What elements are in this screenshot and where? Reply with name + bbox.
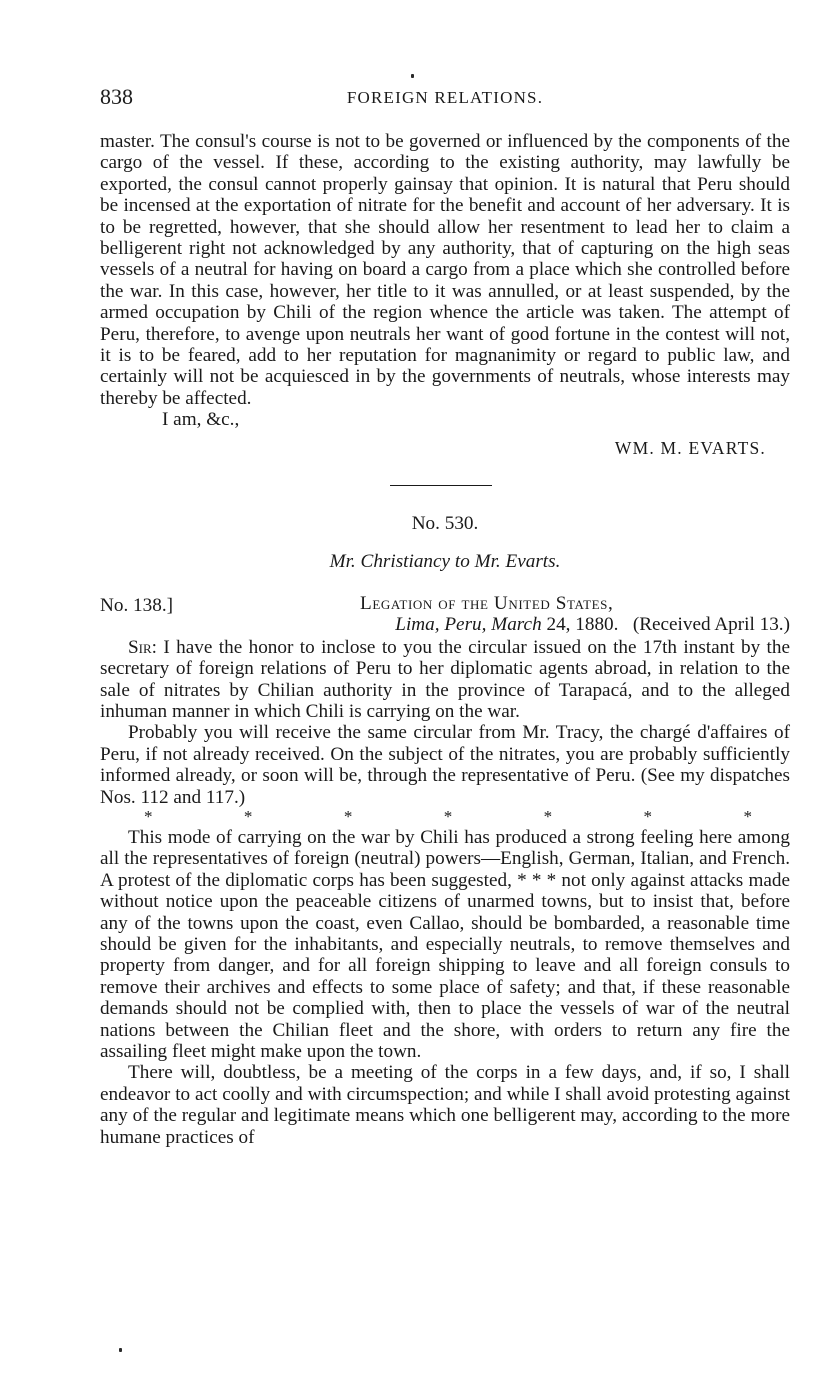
paragraph-1 — [100, 637, 790, 723]
place-date: Lima, Peru, March — [395, 613, 542, 635]
paragraph-4: There will, doubtless, be a meeting of the corps in a few days, and, if so, I shall endeavor to act coolly and with circumspection; and while I shall avoid protesting against any of the regular and legitimate means which one belligerent may, according to the more humane practices of — [100, 1062, 790, 1148]
asterisk: * — [243, 806, 253, 826]
signature: WM. M. EVARTS. — [614, 437, 766, 458]
previous-letter-continuation: master. The consul's course is not to be governed or influenced by the components of the cargo of the vessel. If these, according to the existing authority, may lawfully be exported, the consul cannot properly gainsay that opinion. It is natural that Peru should be incensed at the exportation of nitrate for the benefit and account of her adversary. It is to be regretted, however, that she should allow her resentment to lead her to claim a belligerent right not acknowledged by any authority, that of capturing on the high seas vessels of a neutral for having on board a cargo from a place which she controlled before the war. In this case, however, her title to it was annulled, or at least suspended, by the armed occupation by Chili of the region whence the article was taken. The attempt of Peru, therefore, to avenge upon neutrals her want of good fortune in the contest will not, it is to be feared, add to her reputation for magnanimity or regard to public law, and certainly will not be acquiesced in by the governments of neutrals, whose interests may thereby be affected. — [100, 131, 790, 409]
document-heading: Mr. Christiancy to Mr. Evarts. — [329, 550, 561, 572]
asterisk: * — [443, 806, 453, 826]
page-number: 838 — [100, 84, 133, 109]
document-number: No. 530. — [411, 512, 479, 534]
asterisk: * — [643, 806, 653, 826]
book-page — [100, 84, 790, 1148]
legation-line: Legation of the United States, — [360, 592, 614, 614]
paragraph-3: This mode of carrying on the war by Chili has produced a strong feeling here among all the representatives of foreign (neutral) powers—English, German, Italian, and French. A protest of the diplomatic corps has been suggested, * * * not only against attacks made without notice upon the peaceable citizens of unarmed towns, but to insist that, before any of the towns upon the coast, even Callao, should be bombarded, a reasonable time should be given for the inhabitants, and especially neutrals, to remove themselves and property from danger, and for all foreign shipping to leave and all foreign consuls to remove their archives and effects to some place of safety; and that, if these reasonable demands should not be complied with, then to place the vessels of war of the neutral nations between the Chilian fleet and the shore, with orders to return any fire the assailing fleet might make upon the town. — [100, 826, 790, 1062]
salutation: Sir — [128, 636, 152, 658]
asterisk: * — [543, 806, 553, 826]
paragraph-2: Probably you will receive the same circular from Mr. Tracy, the chargé d'affaires of Peru, if not already received. On the subject of the nitrates, you are probably sufficiently informed already, or soon will be, through the representative of Peru. (See my dispatches Nos. 112 and 117.) — [100, 722, 790, 808]
date-rest: 24, 1880. — [546, 613, 619, 635]
despatch-header — [100, 593, 790, 637]
despatch-number: No. 138.] — [100, 594, 174, 616]
running-head — [100, 84, 790, 114]
print-speck — [119, 1348, 122, 1352]
asterisk: * — [743, 806, 752, 826]
asterisk: * — [144, 806, 153, 826]
section-divider — [390, 485, 492, 486]
running-title: FOREIGN RELATIONS. — [346, 88, 544, 107]
ellipsis-asterisks — [100, 806, 790, 826]
closing-formula: I am, &c., — [162, 409, 240, 431]
asterisk: * — [343, 806, 353, 826]
print-speck — [411, 74, 414, 78]
place-date-line — [395, 614, 790, 635]
paragraph-1-text: : I have the honor to inclose to you the circular issued on the 17th instant by the secretary of foreign relations of Peru to her diplomatic agents abroad, in relation to the sale of nitrates by Chilian authority in the province of Tarapacá, and to the alleged inhuman manner in which Chili is carrying on the war. — [100, 636, 790, 722]
received-note: (Received April 13.) — [632, 613, 790, 635]
